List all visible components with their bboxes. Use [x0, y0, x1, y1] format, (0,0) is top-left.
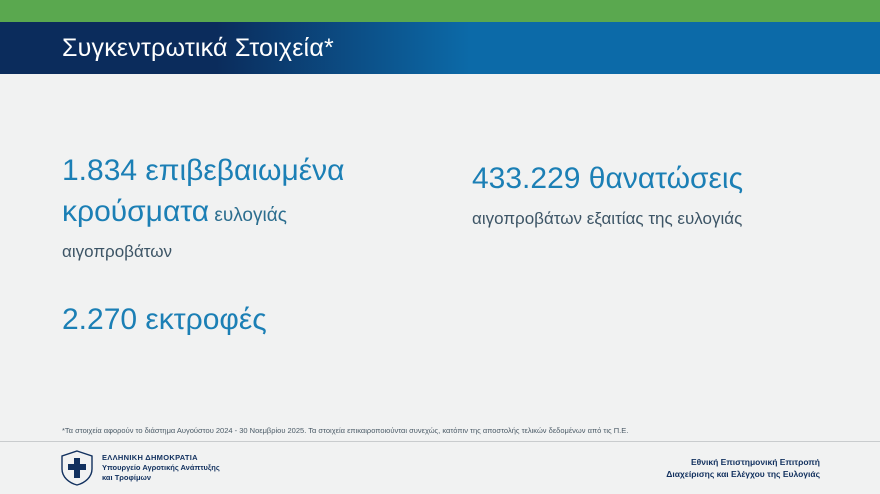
- cases-word: κρούσματα: [62, 195, 210, 228]
- footer-committee-line1: Εθνική Επιστημονική Επιτροπή: [690, 457, 820, 467]
- footer-ministry-line3: και Τροφίμων: [102, 473, 152, 482]
- confirmed-cases-line1: [62, 150, 462, 192]
- farms-number: 2.270: [62, 303, 138, 336]
- footer-ministry-line2: Υπουργείο Αγροτικής Ανάπτυξης: [102, 463, 220, 472]
- stats-column-right: [472, 158, 832, 232]
- cases-disease: ευλογιάς: [209, 205, 287, 226]
- confirmed-cases-number: 1.834: [62, 154, 138, 187]
- culled-detail: αιγοπροβάτων εξαιτίας της ευλογιάς: [472, 209, 743, 228]
- farms-line: [62, 300, 462, 340]
- page-title: Συγκεντρωτικά Στοιχεία*: [62, 34, 334, 62]
- footer-left-text: [102, 453, 220, 483]
- footer: [0, 442, 880, 494]
- culled-label: θανατώσεις: [580, 162, 744, 195]
- footer-right: [666, 456, 820, 480]
- stats-column-left: [62, 150, 462, 340]
- confirmed-cases-label: επιβεβαιωμένα: [137, 154, 345, 187]
- footer-left: [60, 450, 220, 486]
- footnote: *Τα στοιχεία αφορούν το διάστημα Αυγούστου 2024 - 30 Νοεμβρίου 2025. Τα στοιχεία επικαιροποιούνται συνεχώς, κατόπιν της αποστολής τελικών δεδομένων από τις Π.Ε.: [62, 426, 629, 435]
- cases-species: αιγοπροβάτων: [62, 242, 173, 261]
- culled-number: 433.229: [472, 162, 581, 195]
- confirmed-cases-line2: [62, 192, 462, 238]
- farms-label: εκτροφές: [137, 303, 267, 336]
- culled-line1: [472, 158, 832, 200]
- footer-committee-line2: Διαχείρισης και Ελέγχου της Ευλογιάς: [666, 469, 820, 479]
- top-green-bar: [0, 0, 880, 22]
- footer-ministry-line1: ΕΛΛΗΝΙΚΗ ΔΗΜΟΚΡΑΤΙΑ: [102, 453, 198, 462]
- greek-emblem-icon: [60, 450, 94, 486]
